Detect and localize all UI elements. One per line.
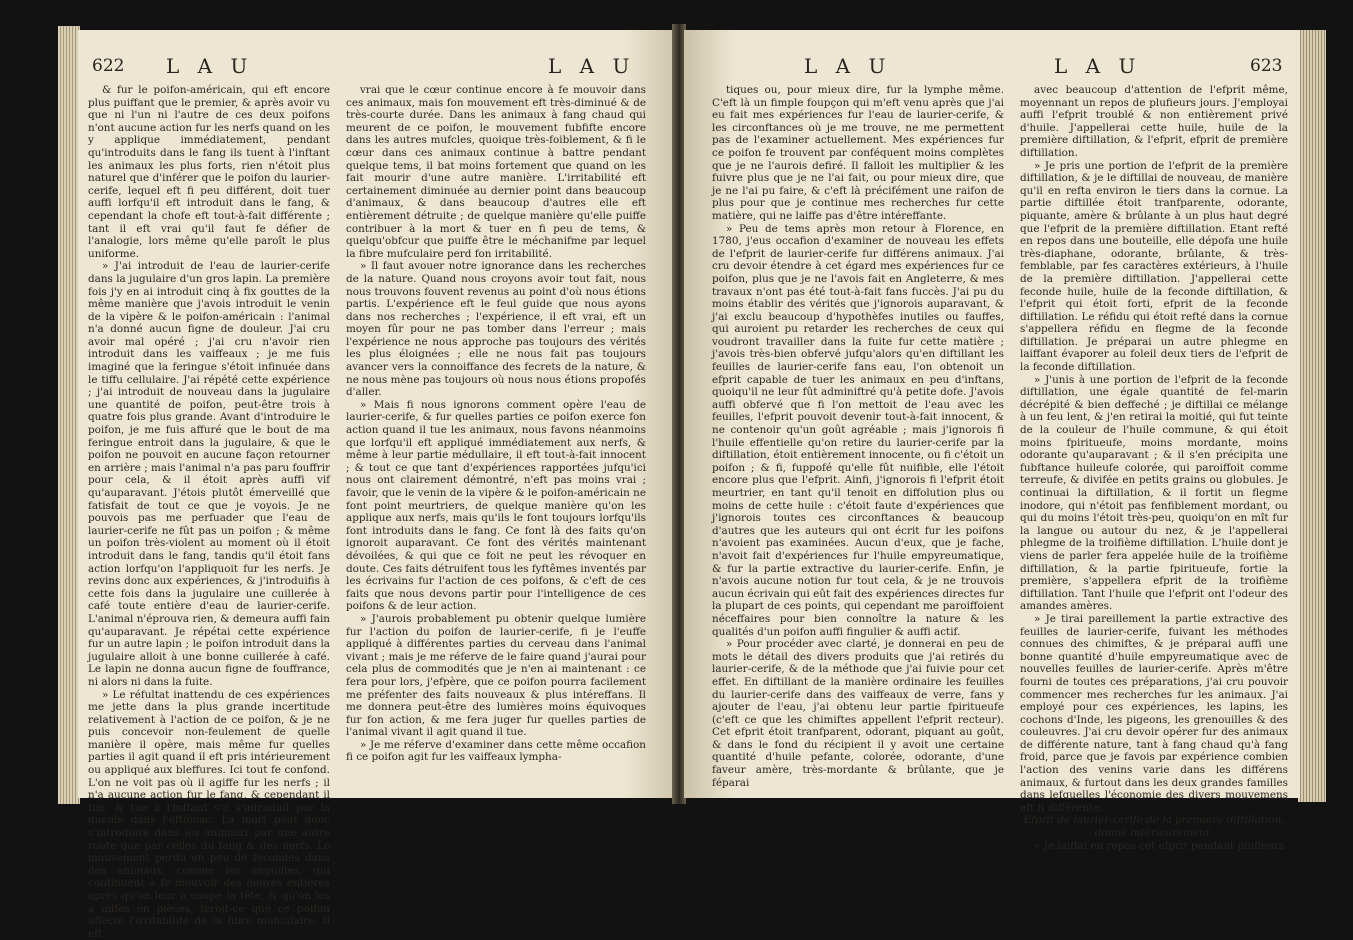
column-right-b xyxy=(1020,84,1288,852)
left-page-outer xyxy=(78,30,338,798)
column-left-b xyxy=(346,84,646,764)
right-page-outer xyxy=(1014,30,1300,798)
column-left-a xyxy=(88,84,330,940)
paragraph: » Je pris une portion de l'efprit de la première diftillation, & je le diftillai de nouveau, de manière qu'il en refta environ le tiers dans la cornue. La partie diftillée étoit tranfparente, odorante, piquante, amère & brûlante à un plus haut degré que l'efprit de la première diftillation. Etant refté en repos dans une bouteille, elle dépofa une huile très-diaphane, odorante, brûlante, & très-femblable, par fes caractères extérieurs, à l'huile de la première diftillation. J'appellerai cette feconde huile, huile de la feconde diftillation, & l'efprit qui étoit forti, efprit de la feconde diftillation. Le réfidu qui étoit refté dans la cornue s'appellera réfidu en flegme de la feconde diftillation. Je préparai un autre phlegme en laiffant évaporer au foleil deux tiers de l'efprit de la feconde diftillation. xyxy=(1020,160,1288,374)
page-number-right: 623 xyxy=(1250,56,1282,76)
paragraph: » Le réfultat inattendu de ces expériences me jette dans la plus grande incertitude relativement à l'action de ce poifon, & je ne puis concevoir non-feulement de quelle manière il opère, mais même fur quelles parties il agit quand il eft pris intérieurement ou appliqué aux bleffures. Ici tout fe confond. L'on ne voit pas où il agiffe fur les nerfs ; il n'a aucune action fur le fang, & cependant il tue, & tue à l'inftant s'il s'introduit par la gueule dans l'eftomac. La mort peut donc s'introduire dans les animaux par une autre route que par celles du fang & des nerfs. Le mouvement perdu en peu de fecondes dans des animaux, comme les anguilles, qui continuent à fe mouvoir des heures entières après qu'on leur a coupé la tête, & qu'on les a mifes en pièces, feroit-ce que ce poifon affecte l'irritabilité de la fibre mufculaire. Il eft xyxy=(88,689,330,940)
paragraph: » Il faut avouer notre ignorance dans les recherches de la nature. Quand nous croyons avoir tout fait, nous nous trouvons fouvent revenus au point d'où nous étions partis. L'expérience eft le feul guide que nous ayons dans nos recherches ; l'expérience, il eft vrai, eft un moyen fûr pour ne pas tomber dans l'erreur ; mais l'expérience ne nous approche pas toujours des vérités les plus éloignées ; elle ne nous fait pas toujours avancer vers la connoiffance des fecrets de la nature, & ne nous mène pas toujours où nous nous étions propofés d'aller. xyxy=(346,260,646,399)
paragraph: tiques ou, pour mieux dire, fur la lymphe même. C'eft là un fimple foupçon qui m'eft venu après que j'ai eu fait mes expériences fur l'eau de laurier-cerife, & les circonftances où je me trouve, ne me permettent pas de l'examiner actuellement. Mes expériences fur ce poifon fe trouvent par conféquent moins complètes que je ne l'aurois defiré. Il falloit les multiplier & les fuivre plus que je ne l'ai fait, ou pour mieux dire, que je ne l'ai pu faire, & c'eft là précifément une raifon de plus pour que je continue mes recherches fur cette matière, qui ne laiffe pas d'être intéreffante. xyxy=(712,84,1004,223)
column-right-a xyxy=(712,84,1004,789)
paragraph: » J'aurois probablement pu obtenir quelque lumière fur l'action du poifon de laurier-cerife, fi je l'euffe appliqué à différentes parties du cerveau dans l'animal vivant ; mais je me réferve de le faire quand j'aurai pour cela plus de commodités que je n'en ai maintenant : ce fera pour lors, j'efpère, que ce poifon pourra facilement me préfenter des faits nouveaux & plus intéreffans. Il me donnera peut-être des lumières moins équivoques fur fon action, & me fera juger fur quelles parties de l'animal vivant il agit quand il tue. xyxy=(346,613,646,739)
running-head-left-b: L A U xyxy=(548,54,635,78)
paragraph: » J'unis à une portion de l'efprit de la feconde diftillation, une égale quantité de fel-marin décrépité & bien deffeché ; je diftillai ce mélange à un feu lent, & j'en retirai la moitié, qui fut teinte de la couleur de l'huile commune, & qui étoit moins fpiritueufe, moins mordante, moins odorante qu'auparavant ; & il s'en précipita une fubftance huileufe colorée, qui paroiffoit comme terreufe, & divifée en petits grains ou globules. Je continuai la diftillation, & il fortit un flegme inodore, qui n'étoit pas fenfiblement mordant, ou qui du moins l'étoit très-peu, quoiqu'on en mît fur la langue ou autour du nez, & je l'appellerai phlegme de la troifième diftillation. L'huile dont je viens de parler fera appelée huile de la troifième diftillation, & la partie fpiritueufe, fortie la première, s'appellera efprit de la troifième diftillation. Tant l'huile que l'efprit ont l'odeur des amandes amères. xyxy=(1020,374,1288,613)
right-page-inner xyxy=(684,30,1014,798)
section-caption: Efprit de laurier-cerife de la première diftillation, donné intérieurement. xyxy=(1020,814,1288,839)
paragraph: » Je me réferve d'examiner dans cette même occafion fi ce poifon agit fur les vaiffeaux lympha- xyxy=(346,739,646,764)
paragraph: » J'ai introduit de l'eau de laurier-cerife dans la jugulaire d'un gros lapin. La première fois j'y en ai introduit cinq à fix gouttes de la même manière que j'avois introduit le venin de la vipère & le poifon-américain : l'animal n'a donné aucun figne de douleur. J'ai cru avoir mal opéré ; j'ai cru n'avoir rien introduit dans les vaiffeaux ; je me fuis imaginé que la feringue s'étoit infinuée dans le tiffu cellulaire. J'ai répété cette expérience ; j'ai introduit de nouveau dans la jugulaire une quantité de poifon, peut-être trois à quatre fois plus grande. Avant d'introduire le poifon, je me fuis affuré que le bout de ma feringue entroit dans la jugulaire, & que le poifon ne pouvoit en aucune façon retourner en arrière ; mais l'animal n'a pas paru fouffrir pour cela, & il étoit après auffi vif qu'auparavant. J'étois plutôt émerveillé que fatisfait de tout ce que je voyois. Je ne pouvois pas me perfuader que l'eau de laurier-cerife ne fût pas un poifon ; & même un poifon très-violent au moment où il étoit introduit dans le fang, tandis qu'il étoit fans action lorfqu'on l'appliquoit fur les nerfs. Je revins donc aux expériences, & j'introduifis à cette fois dans la jugulaire une cuillerée à café toute entière d'eau de laurier-cerife. L'animal n'éprouva rien, & demeura auffi fain qu'auparavant. Je répétai cette expérience fur un autre lapin ; le poifon introduit dans la jugulaire alloit à une bonne cuillerée à café. Le lapin ne donna aucun figne de fouffrance, ni alors ni dans la fuite. xyxy=(88,260,330,688)
paragraph: vrai que le cœur continue encore à fe mouvoir dans ces animaux, mais fon mouvement eft très-diminué & de très-courte durée. Dans les animaux à fang chaud qui meurent de ce poifon, le mouvement fubfifte encore dans les autres mufcles, quoique très-foiblement, & fi le cœur dans ces animaux continue à battre pendant quelque tems, il bat moins fortement que quand on les fait mourir d'une autre manière. L'irritabilité eft certainement diminuée au dernier point dans beaucoup d'animaux, & dans beaucoup d'autres elle eft entièrement détruite ; de quelque manière qu'elle puiffe contribuer à la mort & tuer en fi peu de tems, & quelqu'obfcur que puiffe être le méchanifme par lequel la fibre mufculaire perd fon irritabilité. xyxy=(346,84,646,260)
left-page-inner xyxy=(338,30,674,798)
page-edges-right xyxy=(1298,30,1326,802)
page-edges-left xyxy=(58,26,80,804)
paragraph: » Pour procéder avec clarté, je donnerai en peu de mots le détail des divers produits que j'ai retirés du laurier-cerife, & de la méthode que j'ai fuivie pour cet effet. En diftillant de la manière ordinaire les feuilles du laurier-cerife dans des vaiffeaux de verre, fans y ajouter de l'eau, j'ai obtenu leur partie fpiritueufe (c'eft ce que les chimiftes appellent l'efprit recteur). Cet efprit étoit tranfparent, odorant, piquant au goût, & dans le fond du récipient il y avoit une certaine quantité d'huile pefante, colorée, odorante, d'une faveur amère, très-mordante & brûlante, que je féparai xyxy=(712,638,1004,789)
running-head-right-a: L A U xyxy=(804,54,891,78)
paragraph: avec beaucoup d'attention de l'efprit même, moyennant un repos de plufieurs jours. J'employai auffi l'efprit troublé & non entièrement privé d'huile. J'appellerai cette huile, huile de la première diftillation, & l'efprit, efprit de première diftillation. xyxy=(1020,84,1288,160)
page-number-left: 622 xyxy=(92,56,124,76)
paragraph: » Mais fi nous ignorons comment opère l'eau de laurier-cerife, & fur quelles parties ce poifon exerce fon action quand il tue les animaux, nous favons néanmoins que lorfqu'il eft appliqué immédiatement aux nerfs, & même à leur partie médullaire, il eft tout-à-fait innocent ; & tout ce que tant d'expériences rapportées jufqu'ici nous ont clairement démontré, n'eft pas moins vrai ; favoir, que le venin de la vipère & le poifon-américain ne font point meurtriers, de quelque manière qu'on les applique aux nerfs, mais qu'ils le font toujours lorfqu'ils font introduits dans le fang. Ce font là des faits qu'on ignoroit auparavant. Ce font des vérités maintenant dévoilées, & qui que ce foit ne peut les révoquer en doute. Ces faits détruifent tous les fyftêmes inventés par les écrivains fur l'action de ces poifons, & c'eft de ces faits que nous devons partir pour l'intelligence de ces poifons & de leur action. xyxy=(346,399,646,613)
paragraph: & fur le poifon-américain, qui eft encore plus puiffant que le premier, & après avoir vu que ni l'un ni l'autre de ces deux poifons n'ont aucune action fur les nerfs quand on les y applique immédiatement, pendant qu'introduits dans le fang ils tuent à l'inftant les animaux les plus forts, rien n'étoit plus naturel que d'inférer que le poifon du laurier-cerife, lequel eft fi peu différent, doit tuer auffi lorfqu'il eft introduit dans le fang, & cependant la chofe eft tout-à-fait différente ; tant il eft vrai qu'il faut fe défier de l'analogie, lors même qu'elle paroît le plus uniforme. xyxy=(88,84,330,260)
paragraph: » Peu de tems après mon retour à Florence, en 1780, j'eus occafion d'examiner de nouveau les effets de l'efprit de laurier-cerife fur différens animaux. J'ai cru devoir étendre à cet égard mes expériences fur ce poifon, plus que je ne l'avois fait en Angleterre, & mes travaux n'ont pas été tout-à-fait fans fuccès. J'ai pu du moins établir des vérités que j'ignorois auparavant, & j'ai exclu beaucoup d'hypothèfes inutiles ou fauffes, qui auroient pu retarder les recherches de ceux qui voudront travailler dans la fuite fur cette matière ; j'avois très-bien obfervé jufqu'alors qu'en diftillant les feuilles de laurier-cerife fans eau, l'on obtenoit un efprit capable de tuer les animaux en peu d'inftans, quoiqu'il ne leur fût adminiftré qu'à petite dofe. J'avois auffi obfervé que fi l'on mettoit de l'eau avec les feuilles, l'efprit pouvoit devenir tout-à-fait innocent, & ne contenoir qu'un goût agréable ; mais j'ignorois fi l'huile effentielle qu'on retire du laurier-cerife par la diftillation, étoit entièrement innocente, ou fi c'étoit un poifon ; & fi, fuppofé qu'elle fût nuifible, elle l'étoit encore plus que l'efprit. Ainfi, j'ignorois fi l'efprit étoit meurtrier, en tant qu'il tenoit en diffolution plus ou moins de cette huile : c'étoit faute d'expériences que j'ignorois toutes ces circonftances & beaucoup d'autres que les auteurs qui ont écrit fur les poifons n'avoient pas examinées. Aucun d'eux, que je fache, n'avoit fait d'expériences fur l'huile empyreumatique, & fur la partie extractive du laurier-cerife. Enfin, je n'avois aucune notion fur tout cela, & je ne trouvois aucun écrivain qui eût fait des expériences directes fur la plupart de ces points, qui cependant me paroiffoient néceffaires pour bien connoître la nature & les qualités d'un poifon auffi fingulier & auffi actif. xyxy=(712,223,1004,639)
running-head-left-a: L A U xyxy=(166,54,253,78)
paragraph: » Je tirai pareillement la partie extractive des feuilles de laurier-cerife, fuivant les méthodes connues des chimiftes, & je préparai auffi une bonne quantité d'huile empyreumatique avec de nouvelles feuilles de laurier-cerife. Après m'être fourni de toutes ces préparations, j'ai cru pouvoir commencer mes recherches fur les animaux. J'ai employé pour ces expériences, les lapins, les cochons d'Inde, les pigeons, les grenouilles & des couleuvres. J'ai cru devoir opérer fur des animaux de différente nature, tant à fang chaud qu'à fang froid, parce que je favois par expérience combien l'action des venins varie dans les différens animaux, & furtout dans les deux grandes familles dans lefquelles l'économie des divers mouvemens eft fi différente. xyxy=(1020,613,1288,815)
running-head-right-b: L A U xyxy=(1054,54,1141,78)
paragraph: » Je laiffai en repos cet efprit pendant plufieurs xyxy=(1020,840,1288,853)
